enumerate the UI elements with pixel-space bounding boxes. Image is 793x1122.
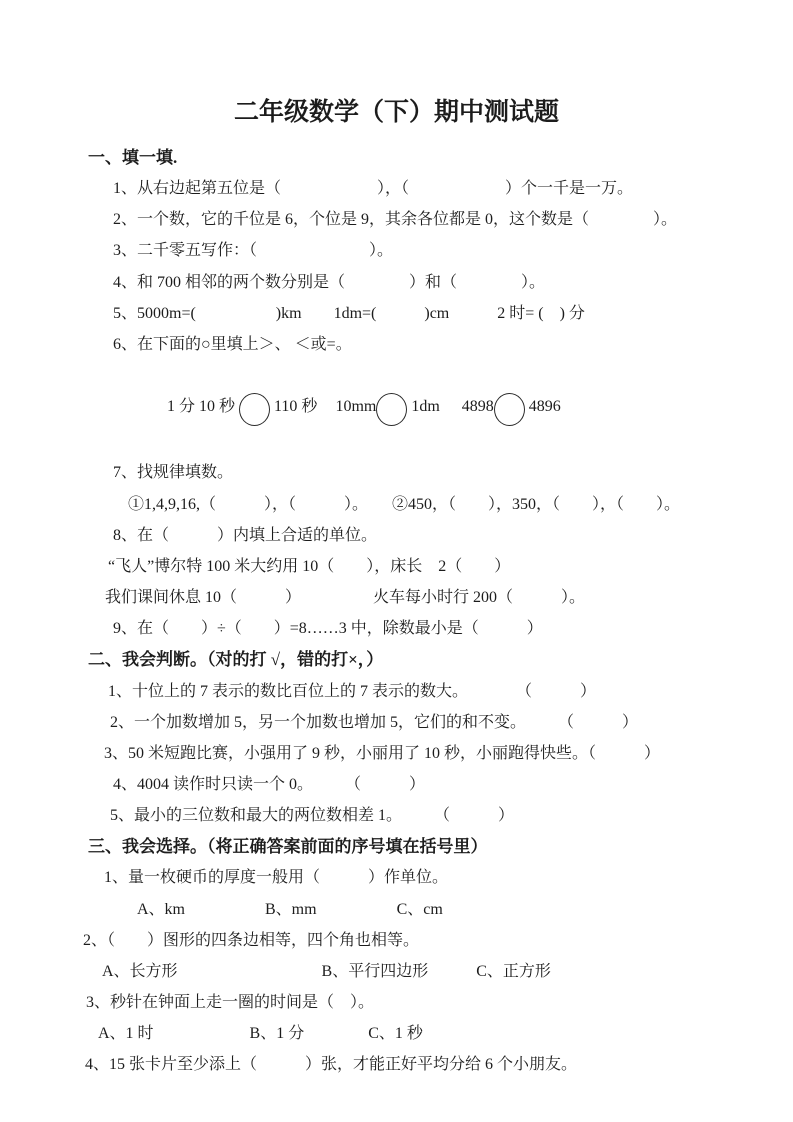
s1-q8-line-2: 我们课间休息 10（ ） 火车每小时行 200（ ）。 xyxy=(105,589,586,607)
comparison-circle-icon xyxy=(376,393,407,426)
comparison-pair-3 xyxy=(462,391,561,426)
s3-question-4: 4、15 张卡片至少添上（ ）张，才能正好平均分给 6 个小朋友。 xyxy=(85,1056,578,1074)
s3-q2-options: A、长方形 B、平行四边形 C、正方形 xyxy=(102,962,551,980)
comparison-right-value: 110 秒 xyxy=(270,398,318,416)
comparison-left-value: 1 分 10 秒 xyxy=(167,398,240,416)
s2-question-4: 4、4004 读作时只读一个 0。 （ ） xyxy=(113,775,426,793)
s1-question-9: 9、在（ ）÷（ ）=8……3 中，除数最小是（ ） xyxy=(113,620,543,638)
s1-question-2: 2、一个数，它的千位是 6，个位是 9，其余各位都是 0，这个数是（ ）。 xyxy=(113,211,678,229)
comparison-right-value: 1dm xyxy=(407,398,440,416)
comparison-pair-1 xyxy=(167,391,317,426)
s1-question-1: 1、从右边起第五位是（ ），（ ）个一千是一万。 xyxy=(113,180,634,198)
comparison-circle-icon xyxy=(239,393,270,426)
s3-question-1: 1、量一枚硬币的厚度一般用（ ）作单位。 xyxy=(104,869,449,887)
s1-question-5: 5、5000m=( )km 1dm=( )cm 2 时= ( ) 分 xyxy=(113,304,585,322)
s1-question-3: 3、二千零五写作：（ ）。 xyxy=(113,242,394,260)
page-title: 二年级数学（下）期中测试题 xyxy=(233,99,559,126)
s2-question-3: 3、50 米短跑比赛，小强用了 9 秒，小丽用了 10 秒，小丽跑得快些。（ ） xyxy=(104,744,661,762)
comparison-left-value: 10mm xyxy=(335,398,377,416)
document-body xyxy=(0,142,793,1081)
s3-q1-options: A、km B、mm C、cm xyxy=(137,900,443,918)
s1-q8-line-1: “飞人”博尔特 100 米大约用 10（ ），床长 2（ ） xyxy=(108,557,511,575)
s1-q6-comparison-row xyxy=(0,360,793,457)
comparison-pair-2 xyxy=(335,391,439,426)
s3-question-3: 3、秒针在钟面上走一圈的时间是（ ）。 xyxy=(86,994,375,1012)
comparison-left-value: 4898 xyxy=(461,398,494,416)
s2-question-5: 5、最小的三位数和最大的两位数相差 1。 （ ） xyxy=(110,807,515,825)
s2-question-1: 1、十位上的 7 表示的数比百位上的 7 表示的数大。 （ ） xyxy=(108,682,597,700)
section-2-heading: 二、我会判断。（对的打 √，错的打×，） xyxy=(88,650,384,670)
s1-question-8: 8、在（ ）内填上合适的单位。 xyxy=(113,526,378,544)
s3-q3-options: A、1 时 B、1 分 C、1 秒 xyxy=(98,1025,423,1043)
s1-q7-sequences: ①1,4,9,16,（ ），（ ）。 ②450，（ ），350，（ ），（ ）。 xyxy=(128,495,681,513)
s3-question-2: 2、（ ）图形的四条边相等，四个角也相等。 xyxy=(83,931,420,949)
s1-question-6: 6、在下面的○里填上＞、 ＜或=。 xyxy=(113,335,352,353)
s1-question-7: 7、找规律填数。 xyxy=(113,464,234,482)
comparison-right-value: 4896 xyxy=(524,398,561,416)
section-1-heading: 一、填一填. xyxy=(88,148,178,167)
section-3-heading: 三、我会选择。（将正确答案前面的序号填在括号里） xyxy=(88,837,488,857)
comparison-circle-icon xyxy=(494,393,525,426)
s2-question-2: 2、一个加数增加 5，另一个加数也增加 5，它们的和不变。 （ ） xyxy=(110,713,639,731)
s1-question-4: 4、和 700 相邻的两个数分别是（ ）和（ ）。 xyxy=(113,273,546,291)
